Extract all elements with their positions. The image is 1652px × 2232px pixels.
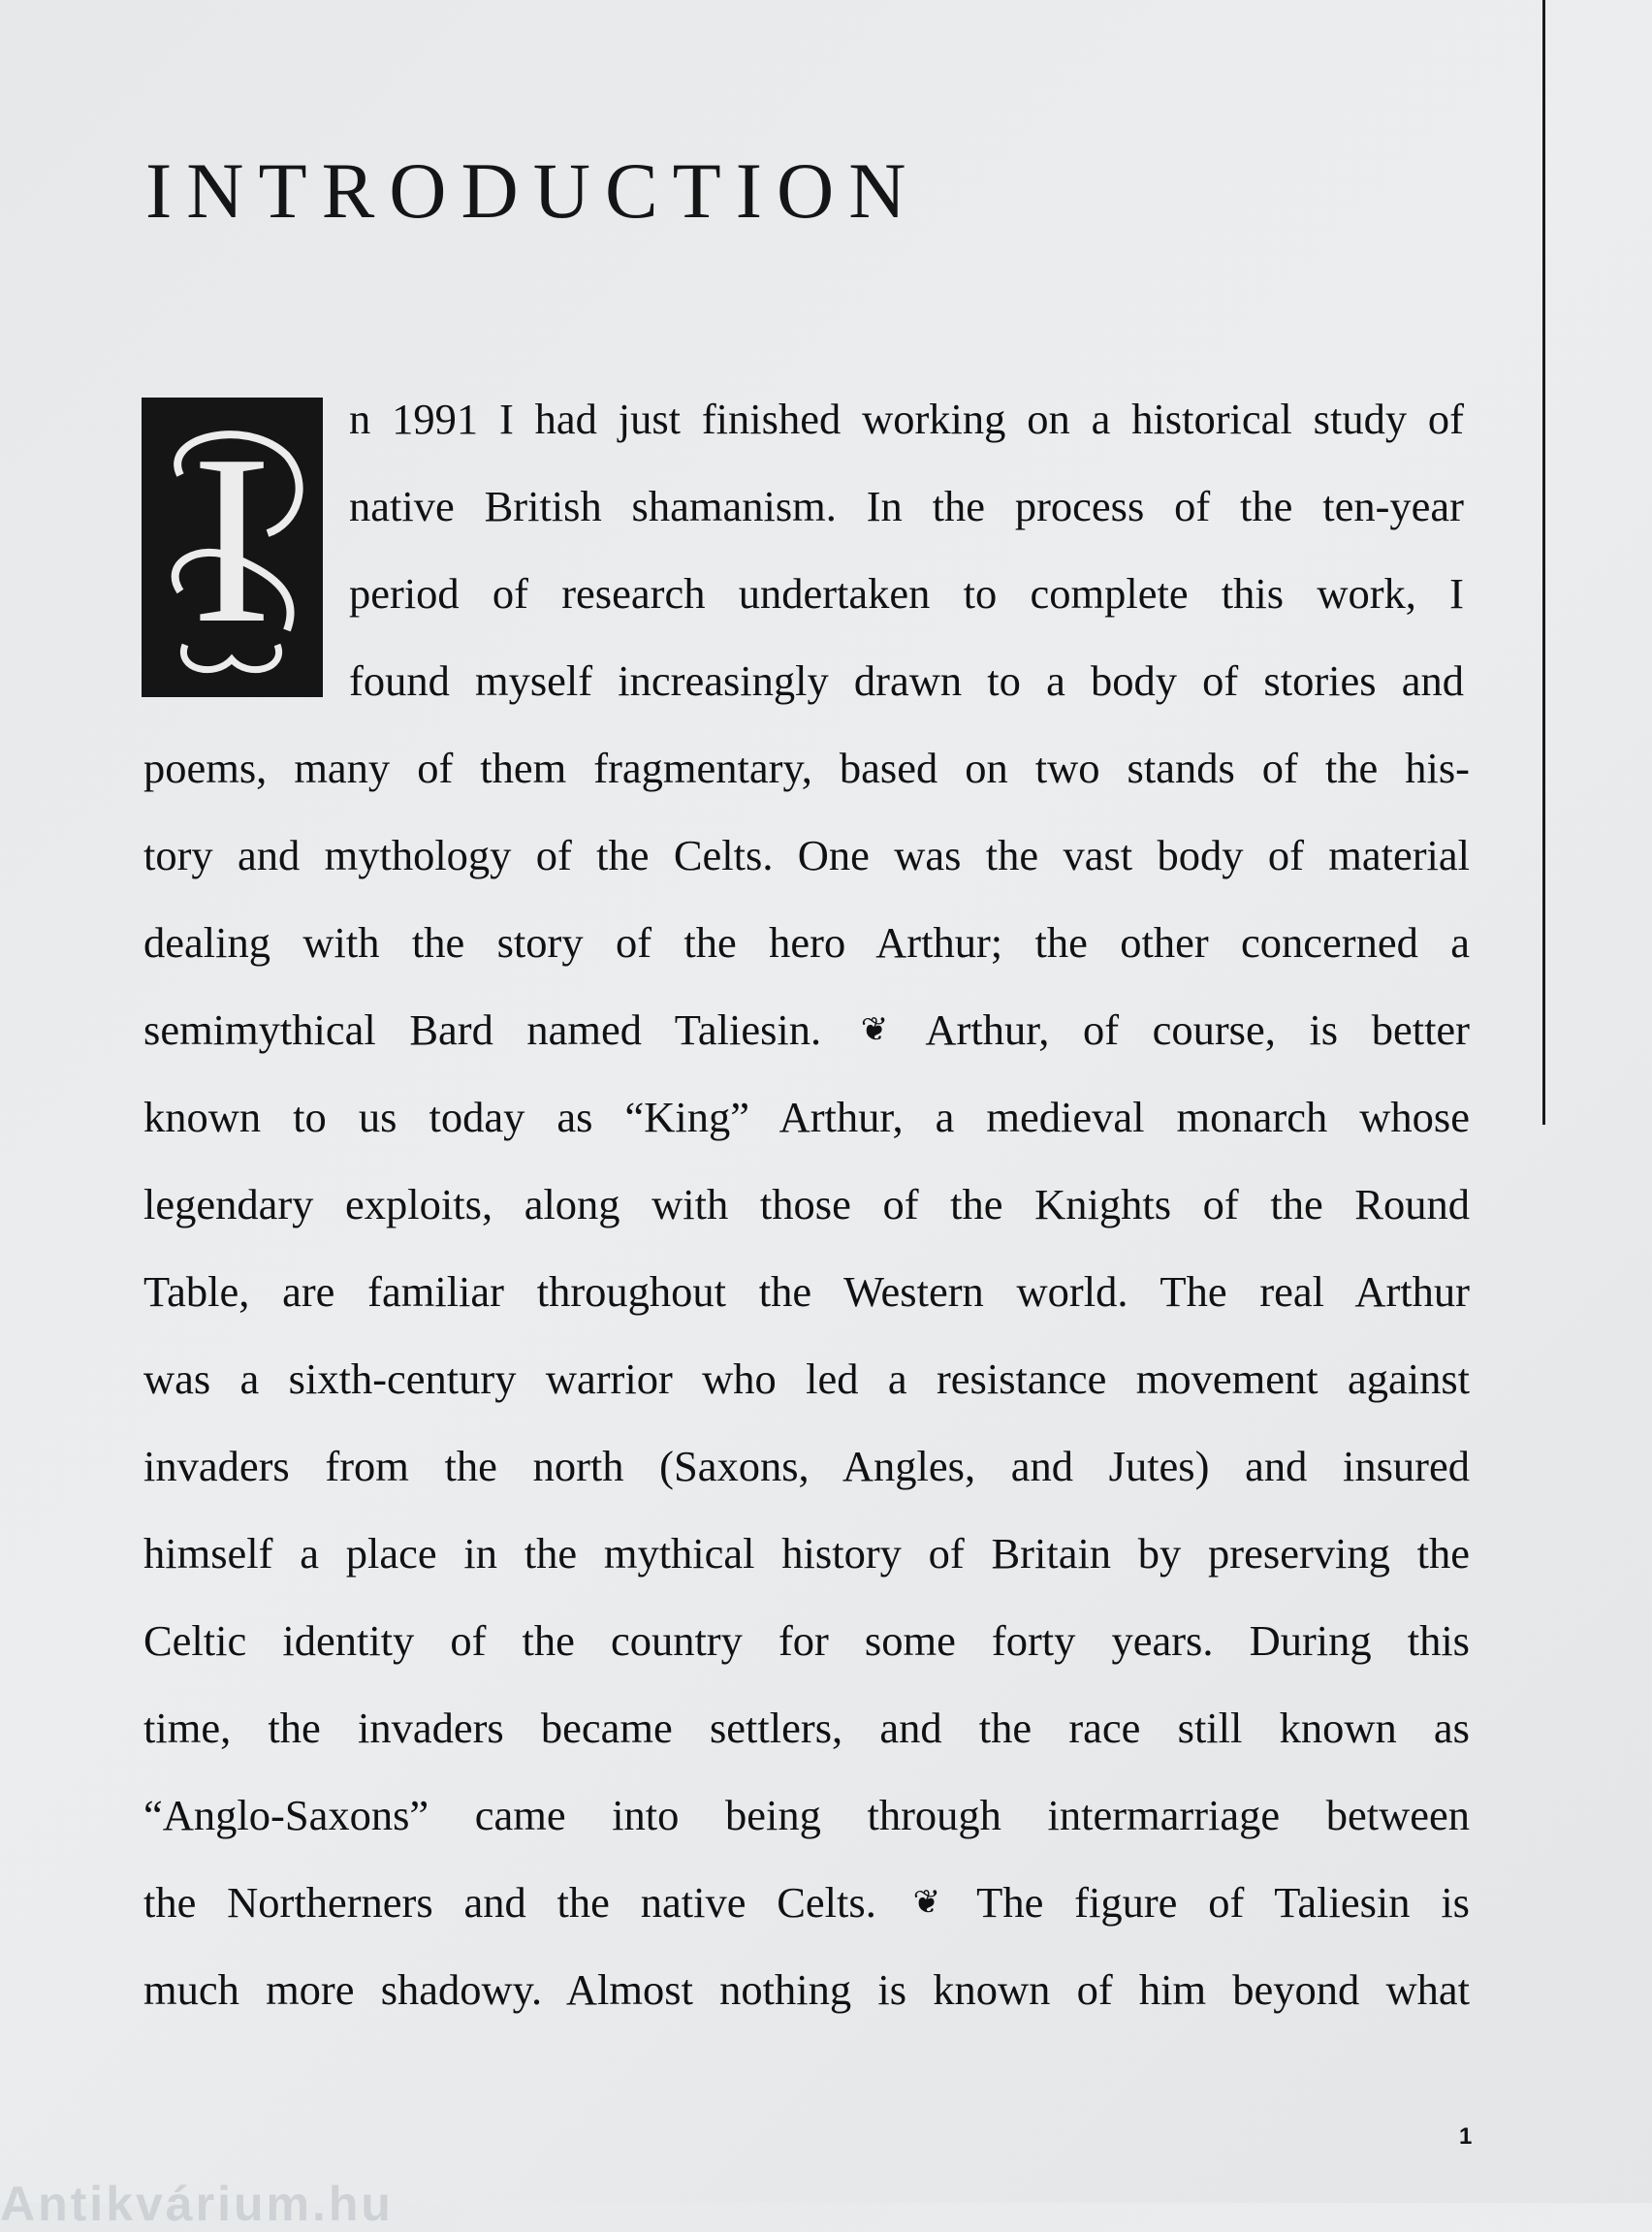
fleuron-ornament-icon: ❦ [860,1010,889,1049]
text-line: himself a place in the mythical history of Britain by preserving the [143,1529,1470,1578]
text-line: Celtic identity of the country for some forty years. During this [143,1616,1470,1665]
page-number: 1 [1459,2123,1473,2150]
text-line: known to us today as “King” Arthur, a medieval monarch whose [143,1093,1470,1141]
text-line: dealing with the story of the hero Arthur; the other concerned a [143,918,1470,967]
text-line: invaders from the north (Saxons, Angles, and Jutes) and insured [143,1442,1470,1490]
text-line: n 1991 I had just finished working on a historical study of [349,395,1464,443]
text-line: native British shamanism. In the process of the ten-year [349,482,1464,530]
text-line-with-ornament [143,1005,1471,1054]
text-segment: the Northerners and the native Celts. [143,1878,876,1927]
text-line-with-ornament [143,1878,1471,1927]
fleuron-ornament-icon: ❦ [912,1883,941,1922]
text-line: legendary exploits, along with those of the Knights of the Round [143,1180,1470,1228]
svg-text:I: I [191,405,272,674]
text-line: “Anglo-Saxons” came into being through intermarriage between [143,1791,1470,1839]
text-line: was a sixth-century warrior who led a resistance movement against [143,1355,1470,1403]
text-line: Table, are familiar throughout the Western world. The real Arthur [143,1267,1470,1316]
text-line: period of research undertaken to complete this work, I [349,569,1464,618]
drop-cap-initial [142,398,323,697]
text-segment: semimythical Bard named Taliesin. [143,1005,822,1054]
ornamental-letter-icon [142,398,323,697]
watermark: Antikvárium.hu [0,2177,394,2231]
text-segment: Arthur, of course, is better [925,1005,1471,1054]
text-line: found myself increasingly drawn to a body of stories and [349,656,1464,705]
page-edge-rule [1542,0,1545,1125]
text-line: time, the invaders became settlers, and the race still known as [143,1704,1470,1752]
text-line: much more shadowy. Almost nothing is known of him beyond what [143,1965,1470,2014]
page-title: INTRODUCTION [145,146,921,235]
text-segment: The figure of Taliesin is [976,1878,1471,1927]
text-line: tory and mythology of the Celts. One was the vast body of material [143,831,1470,879]
text-line: poems, many of them fragmentary, based on two stands of the his- [143,744,1470,792]
